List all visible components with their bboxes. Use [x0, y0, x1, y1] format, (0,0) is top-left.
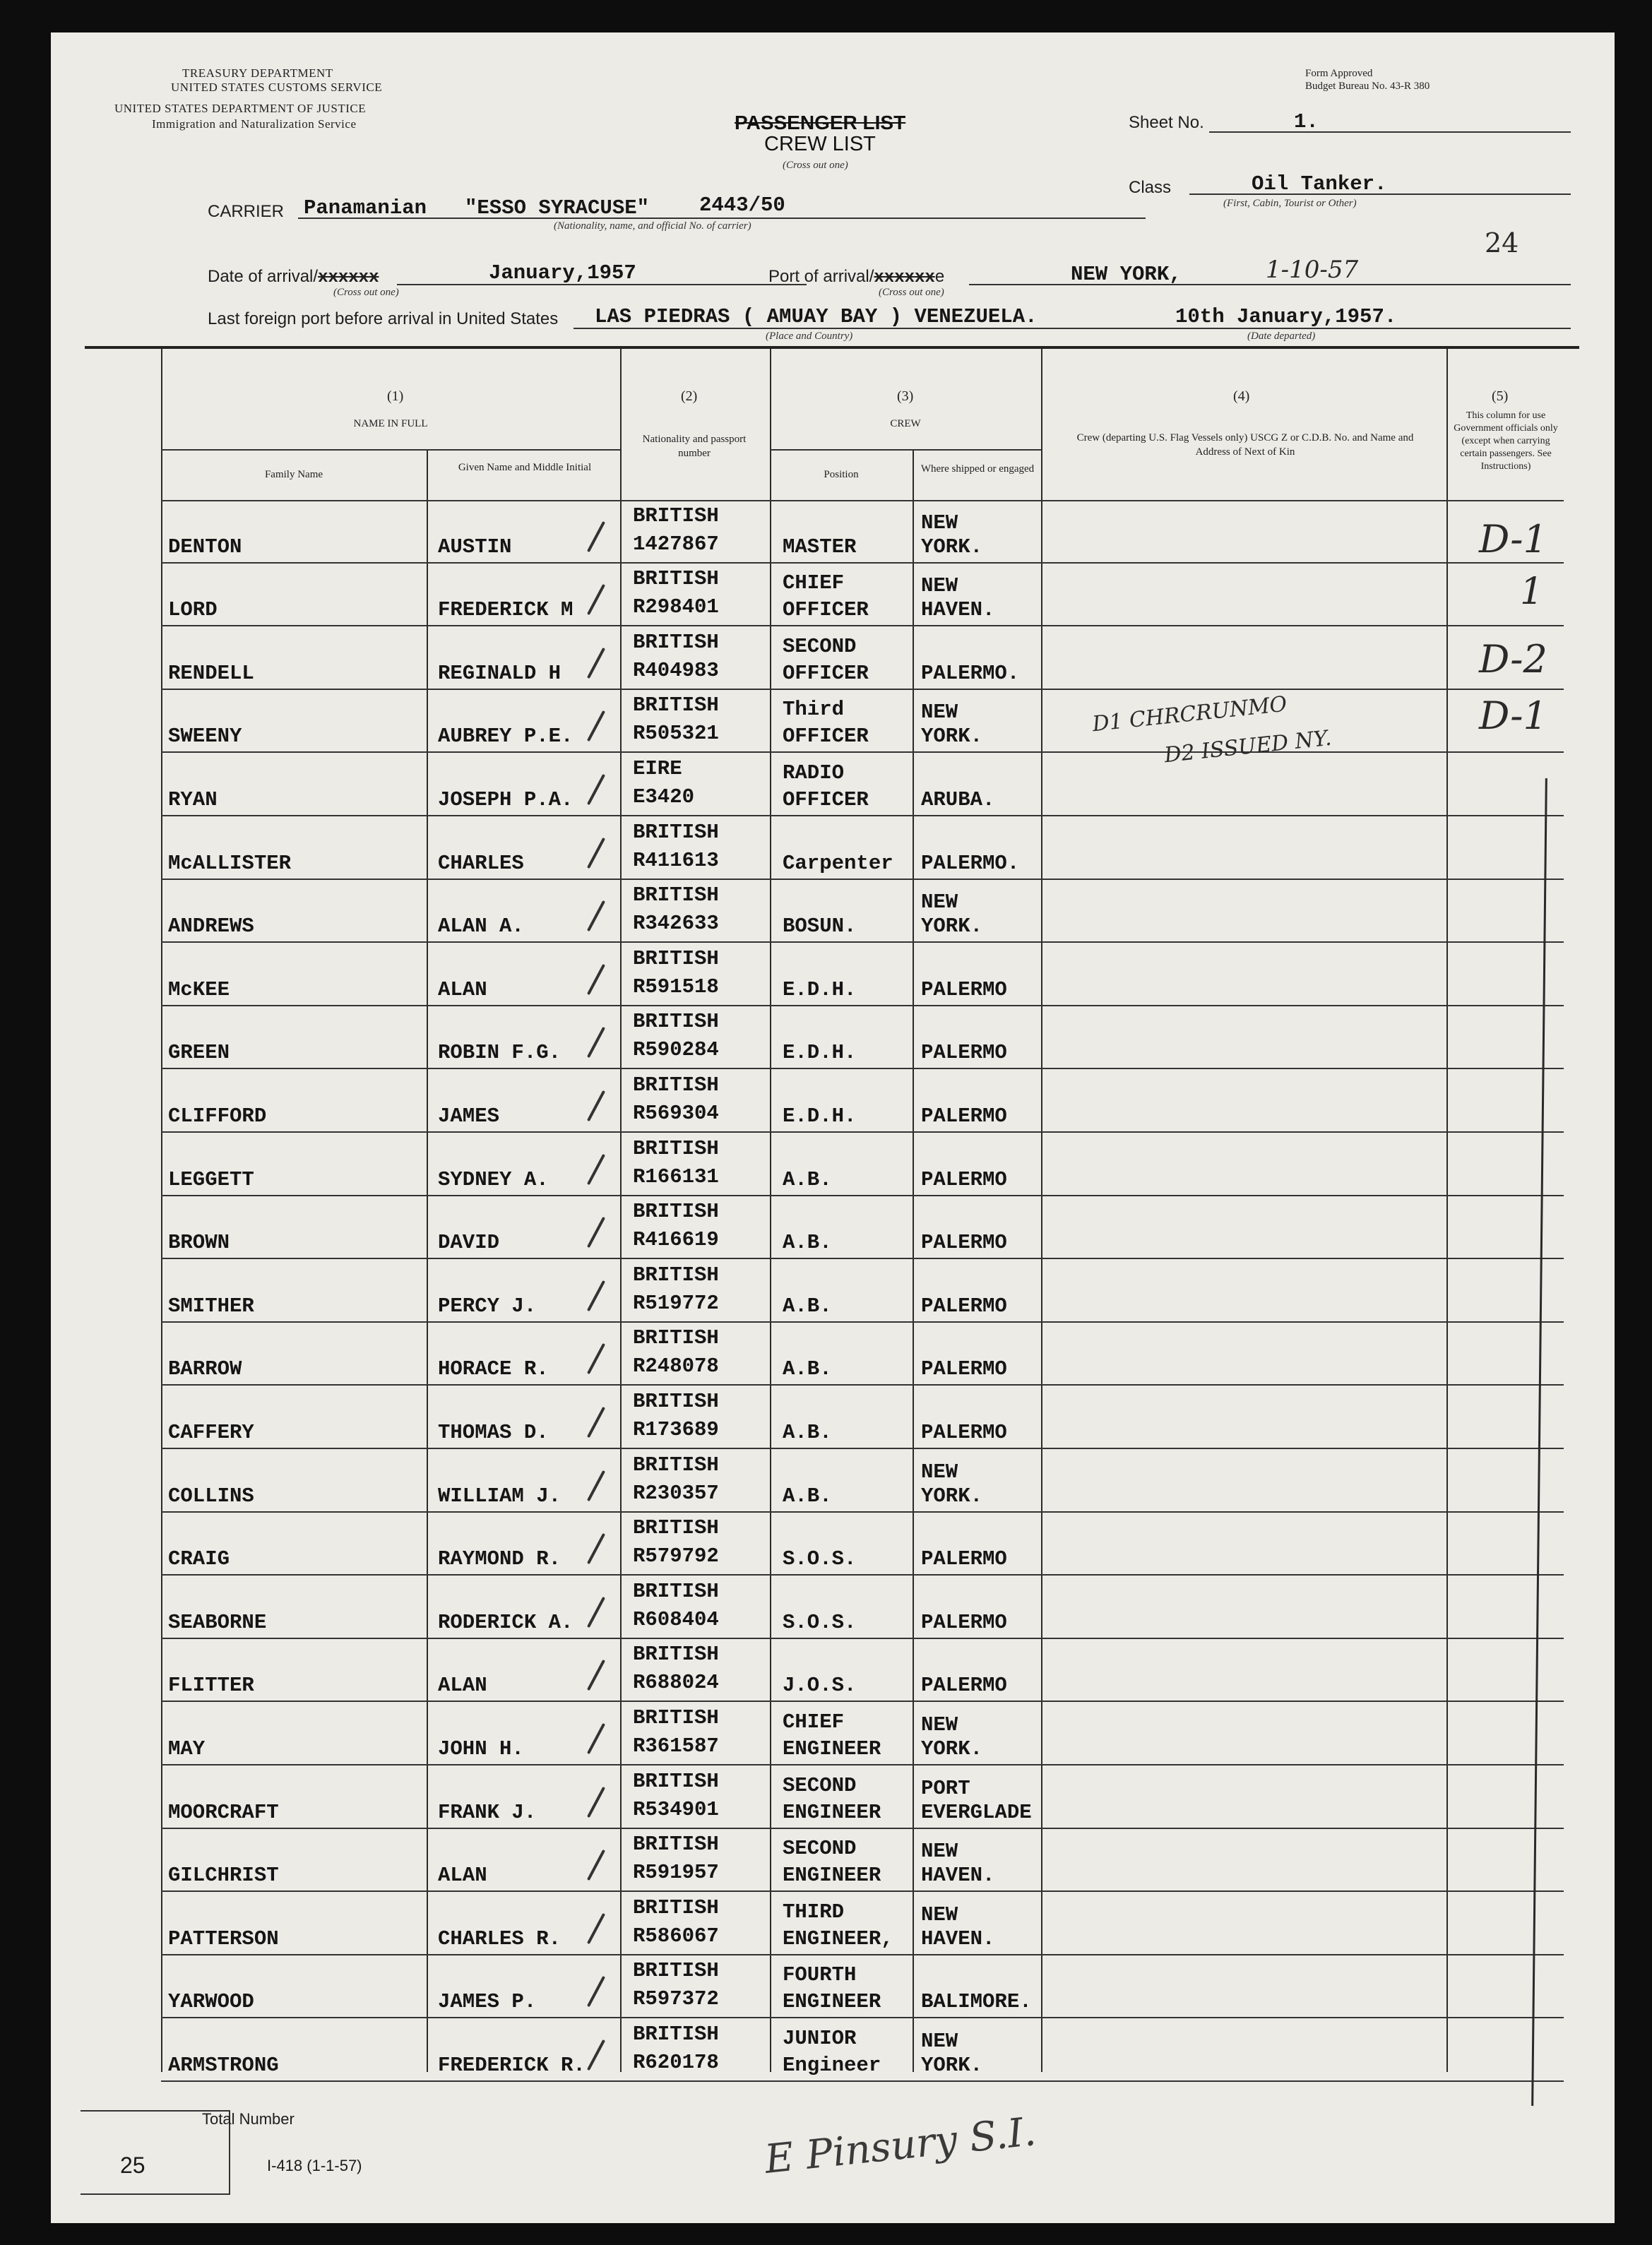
shipped-cell: PALERMO	[921, 1674, 1007, 1698]
passport-number-cell: E3420	[633, 785, 695, 809]
shipped-cell: ARUBA.	[921, 787, 995, 811]
given-name-cell: ALAN	[438, 1864, 487, 1888]
class-value: Oil Tanker.	[1252, 172, 1387, 196]
passport-number-cell: 1427867	[633, 532, 719, 556]
position-cell: E.D.H.	[783, 1041, 857, 1065]
col2-number: (2)	[681, 388, 698, 404]
given-name-cell: ALAN	[438, 977, 487, 1001]
shipped-cell-line1: NEW	[921, 2029, 958, 2053]
position-cell-line1: SECOND	[783, 634, 857, 658]
given-name-cell: ALAN A.	[438, 915, 524, 939]
checkmark-icon	[587, 1153, 605, 1184]
col3-number: (3)	[897, 388, 914, 404]
shipped-cell-line1: NEW	[921, 701, 958, 725]
family-name-cell: BARROW	[168, 1357, 242, 1381]
family-name-cell: MOORCRAFT	[168, 1800, 279, 1824]
position-cell-line1: FOURTH	[783, 1963, 857, 1987]
hdr-subline-name	[161, 449, 620, 451]
total-label: Total Number	[202, 2110, 295, 2128]
shipped-cell: YORK.	[921, 2053, 983, 2077]
family-name-cell: RENDELL	[168, 661, 254, 685]
position-cell: ENGINEER,	[783, 1927, 893, 1951]
shipped-cell: PALERMO	[921, 1547, 1007, 1571]
shipped-cell: PALERMO	[921, 1357, 1007, 1381]
position-cell: ENGINEER	[783, 1864, 881, 1888]
kin-note-line2: D2 ISSUED NY.	[1163, 725, 1333, 768]
nationality-cell: BRITISH	[633, 2022, 719, 2046]
passport-number-cell: R590284	[633, 1038, 719, 1062]
family-name-cell: FLITTER	[168, 1674, 254, 1698]
passport-number-cell: R505321	[633, 722, 719, 746]
checkmark-icon	[587, 1027, 605, 1058]
passport-number-cell: R248078	[633, 1354, 719, 1378]
table-row	[161, 943, 1564, 1006]
table-row	[161, 2018, 1564, 2082]
position-cell-line1: Third	[783, 698, 845, 722]
nationality-cell: BRITISH	[633, 1895, 719, 1919]
position-cell: OFFICER	[783, 725, 869, 749]
nationality-cell: BRITISH	[633, 1073, 719, 1097]
arrival-date-caption: (Cross out one)	[333, 287, 399, 298]
family-name-cell: GREEN	[168, 1041, 230, 1065]
family-name-cell: CRAIG	[168, 1547, 230, 1571]
nationality-cell: BRITISH	[633, 630, 719, 654]
position-cell: ENGINEER	[783, 1990, 881, 2014]
shipped-cell: HAVEN.	[921, 1864, 995, 1888]
date-departed-value: 10th January,1957.	[1175, 305, 1397, 328]
family-name-cell: GILCHRIST	[168, 1864, 279, 1888]
official-mark-row3: D-2	[1479, 637, 1547, 681]
shipped-cell: EVERGLADE	[921, 1800, 1032, 1824]
nationality-cell: BRITISH	[633, 946, 719, 970]
position-cell: OFFICER	[783, 787, 869, 811]
given-name-cell: REGINALD H	[438, 661, 561, 685]
class-label: Class	[1129, 178, 1172, 197]
position-header: Position	[824, 469, 859, 480]
class-caption: (First, Cabin, Tourist or Other)	[1223, 198, 1357, 209]
position-cell: OFFICER	[783, 661, 869, 685]
kin-note-line1: D1 CHRCRUNMO	[1091, 691, 1288, 737]
shipped-cell: PALERMO	[921, 1610, 1007, 1634]
given-name-cell: FREDERICK M	[438, 598, 574, 622]
passport-number-cell: R298401	[633, 595, 719, 619]
table-row	[161, 880, 1564, 943]
checkmark-icon	[587, 964, 605, 995]
arrival-date-struck: xxxxxx	[318, 268, 379, 287]
checkmark-icon	[587, 1280, 605, 1311]
col3-title: CREW	[890, 418, 921, 429]
passport-number-cell: R230357	[633, 1481, 719, 1505]
checkmark-icon	[587, 1090, 605, 1121]
passport-number-cell: R579792	[633, 1544, 719, 1568]
given-name-cell: AUSTIN	[438, 535, 512, 559]
family-name-cell: ARMSTRONG	[168, 2053, 279, 2077]
carrier-nationality: Panamanian	[304, 196, 427, 220]
sheet-value: 1.	[1294, 110, 1319, 133]
shipped-cell-line1: NEW	[921, 1902, 958, 1927]
shipped-cell: HAVEN.	[921, 598, 995, 622]
family-name-cell: LORD	[168, 598, 218, 622]
checkmark-icon	[587, 520, 605, 552]
shipped-cell: BALIMORE.	[921, 1990, 1032, 2014]
shipped-cell: PALERMO.	[921, 661, 1020, 685]
table-row	[161, 1829, 1564, 1893]
passport-number-cell: R569304	[633, 1101, 719, 1125]
col1-title: NAME IN FULL	[353, 418, 428, 429]
given-name-cell: RODERICK A.	[438, 1610, 574, 1634]
position-cell: A.B.	[783, 1420, 832, 1444]
form-code: I-418 (1-1-57)	[267, 2157, 362, 2174]
position-cell: OFFICER	[783, 598, 869, 622]
agency-line-1: TREASURY DEPARTMENT	[182, 66, 333, 80]
checkmark-icon	[587, 1723, 605, 1754]
arrival-handwritten-date: 1-10-57	[1266, 256, 1359, 284]
table-row	[161, 1955, 1564, 2019]
position-cell: S.O.S.	[783, 1547, 857, 1571]
nationality-cell: BRITISH	[633, 1959, 719, 1983]
checkmark-icon	[587, 1786, 605, 1817]
table-row	[161, 500, 1564, 564]
official-mark-row4: D-1	[1479, 693, 1547, 738]
arrival-date-value: January,1957	[489, 261, 636, 285]
arrival-port-caption: (Cross out one)	[879, 287, 944, 298]
last-port-label: Last foreign port before arrival in United States	[208, 309, 559, 328]
position-cell: A.B.	[783, 1484, 832, 1508]
family-name-cell: CAFFERY	[168, 1420, 254, 1444]
shipped-cell: YORK.	[921, 1484, 983, 1508]
table-row	[161, 816, 1564, 880]
nationality-cell: BRITISH	[633, 1200, 719, 1224]
checkmark-icon	[587, 1407, 605, 1438]
nationality-cell: BRITISH	[633, 1579, 719, 1603]
margin-number: 24	[1485, 227, 1519, 258]
passport-number-cell: R411613	[633, 848, 719, 872]
checkmark-icon	[587, 900, 605, 931]
given-name-cell: AUBREY P.E.	[438, 725, 574, 749]
passport-number-cell: R534901	[633, 1797, 719, 1821]
agency-line-2: UNITED STATES CUSTOMS SERVICE	[171, 81, 383, 94]
checkmark-icon	[587, 1217, 605, 1248]
position-cell-line1: SECOND	[783, 1773, 857, 1797]
table-row	[161, 1449, 1564, 1513]
position-cell-line1: JUNIOR	[783, 2026, 857, 2050]
shipped-cell: PALERMO	[921, 1104, 1007, 1128]
given-name-cell: JOHN H.	[438, 1737, 524, 1761]
carrier-caption: (Nationality, name, and official No. of carrier)	[554, 220, 751, 232]
passport-number-cell: R620178	[633, 2050, 719, 2074]
total-value: 25	[120, 2152, 145, 2178]
last-port-value: LAS PIEDRAS ( AMUAY BAY ) VENEZUELA.	[595, 305, 1038, 328]
table-row	[161, 1259, 1564, 1323]
nationality-cell: BRITISH	[633, 567, 719, 591]
position-cell: E.D.H.	[783, 977, 857, 1001]
position-cell-line1: RADIO	[783, 761, 845, 785]
col4-title: Crew (departing U.S. Flag Vessels only) USCG Z or C.D.B. No. and Name and Address of Next of Kin	[1076, 432, 1414, 458]
checkmark-icon	[587, 1343, 605, 1374]
passport-number-cell: R591957	[633, 1861, 719, 1885]
given-name-cell: JAMES	[438, 1104, 500, 1128]
position-cell: MASTER	[783, 535, 857, 559]
shipped-cell: HAVEN.	[921, 1927, 995, 1951]
given-name-cell: ALAN	[438, 1674, 487, 1698]
position-cell: A.B.	[783, 1167, 832, 1191]
family-name-cell: LEGGETT	[168, 1167, 254, 1191]
table-row	[161, 1513, 1564, 1576]
passport-number-cell: R608404	[633, 1607, 719, 1631]
carrier-label: CARRIER	[208, 202, 285, 221]
given-name-cell: DAVID	[438, 1231, 500, 1255]
family-name-cell: SMITHER	[168, 1294, 254, 1318]
passport-number-cell: R597372	[633, 1987, 719, 2011]
table-row	[161, 564, 1564, 627]
position-cell: BOSUN.	[783, 915, 857, 939]
nationality-cell: BRITISH	[633, 883, 719, 907]
table-row	[161, 1576, 1564, 1639]
given-name-header: Given Name and Middle Initial	[458, 462, 592, 473]
official-mark-row2: 1	[1520, 571, 1544, 613]
passport-number-cell: R416619	[633, 1228, 719, 1252]
table-row	[161, 1386, 1564, 1449]
family-name-cell: RYAN	[168, 787, 218, 811]
checkmark-icon	[587, 1470, 605, 1501]
family-name-cell: ANDREWS	[168, 915, 254, 939]
nationality-cell: BRITISH	[633, 1833, 719, 1857]
family-name-cell: McALLISTER	[168, 851, 292, 875]
row-divider	[161, 2080, 1564, 2082]
col4-number: (4)	[1233, 388, 1250, 404]
shipped-cell: YORK.	[921, 535, 983, 559]
nationality-cell: BRITISH	[633, 1010, 719, 1034]
shipped-cell: PALERMO	[921, 977, 1007, 1001]
checkmark-icon	[587, 774, 605, 805]
shipped-cell: PALERMO	[921, 1231, 1007, 1255]
family-name-cell: BROWN	[168, 1231, 230, 1255]
table-row	[161, 690, 1564, 754]
given-name-cell: WILLIAM J.	[438, 1484, 561, 1508]
position-cell: A.B.	[783, 1357, 832, 1381]
nationality-cell: BRITISH	[633, 1136, 719, 1160]
title-cross-out-note: (Cross out one)	[783, 160, 848, 171]
checkmark-icon	[587, 1913, 605, 1944]
table-row	[161, 1133, 1564, 1196]
position-cell: A.B.	[783, 1231, 832, 1255]
nationality-cell: BRITISH	[633, 693, 719, 717]
passport-number-cell: R404983	[633, 658, 719, 682]
shipped-cell: PALERMO	[921, 1041, 1007, 1065]
agency-line-3: UNITED STATES DEPARTMENT OF JUSTICE	[114, 102, 367, 115]
hdr-subline-crew	[770, 449, 1041, 451]
table-row	[161, 1892, 1564, 1955]
shipped-cell-line1: NEW	[921, 1713, 958, 1737]
passport-number-cell: R166131	[633, 1165, 719, 1189]
given-name-cell: CHARLES R.	[438, 1927, 561, 1951]
position-cell-line1: CHIEF	[783, 571, 845, 595]
shipped-cell-line1: NEW	[921, 1460, 958, 1484]
position-cell: Engineer	[783, 2053, 881, 2077]
table-row	[161, 1765, 1564, 1829]
shipped-cell-line1: NEW	[921, 574, 958, 598]
family-name-cell: COLLINS	[168, 1484, 254, 1508]
budget-bureau: Budget Bureau No. 43-R 380	[1305, 81, 1430, 92]
checkmark-icon	[587, 2039, 605, 2071]
shipped-cell-line1: NEW	[921, 891, 958, 915]
table-row	[161, 1639, 1564, 1703]
nationality-cell: BRITISH	[633, 820, 719, 844]
position-cell: ENGINEER	[783, 1737, 881, 1761]
official-mark-row1: D-1	[1479, 517, 1547, 561]
nationality-cell: BRITISH	[633, 1453, 719, 1477]
arrival-port-underline	[969, 284, 1571, 285]
agency-line-4: Immigration and Naturalization Service	[152, 117, 357, 131]
given-name-cell: PERCY J.	[438, 1294, 537, 1318]
given-name-cell: THOMAS D.	[438, 1420, 549, 1444]
arrival-date-label: Date of arrival/xxxxxx	[208, 267, 379, 287]
passport-number-cell: R342633	[633, 912, 719, 936]
carrier-official-no: 2443/50	[699, 193, 785, 217]
passport-number-cell: R173689	[633, 1417, 719, 1441]
position-cell-line1: CHIEF	[783, 1710, 845, 1734]
nationality-cell: BRITISH	[633, 1643, 719, 1667]
col2-title: Nationality and passport number	[642, 434, 747, 459]
table-row	[161, 626, 1564, 690]
given-name-cell: RAYMOND R.	[438, 1547, 561, 1571]
arrival-port-struck: xxxxxx	[874, 268, 935, 287]
family-name-cell: YARWOOD	[168, 1990, 254, 2014]
family-name-cell: SWEENY	[168, 725, 242, 749]
family-name-cell: SEABORNE	[168, 1610, 267, 1634]
nationality-cell: BRITISH	[633, 1705, 719, 1729]
table-row	[161, 1196, 1564, 1260]
shipped-cell-line1: PORT	[921, 1776, 970, 1800]
checkmark-icon	[587, 584, 605, 615]
position-cell: A.B.	[783, 1294, 832, 1318]
checkmark-icon	[587, 1976, 605, 2007]
shipped-cell: PALERMO	[921, 1420, 1007, 1444]
sheet-underline	[1209, 131, 1571, 133]
arrival-port-label: Port of arrival/xxxxxxe	[768, 267, 945, 287]
position-cell: J.O.S.	[783, 1674, 857, 1698]
given-name-cell: JAMES P.	[438, 1990, 537, 2014]
shipped-cell: YORK.	[921, 725, 983, 749]
checkmark-icon	[587, 648, 605, 679]
date-departed-caption: (Date departed)	[1247, 331, 1316, 342]
shipped-cell: PALERMO	[921, 1167, 1007, 1191]
passport-number-cell: R688024	[633, 1671, 719, 1695]
shipped-cell-line1: NEW	[921, 511, 958, 535]
checkmark-icon	[587, 1597, 605, 1628]
col1-number: (1)	[387, 388, 404, 404]
shipped-cell: PALERMO.	[921, 851, 1020, 875]
family-name-cell: PATTERSON	[168, 1927, 279, 1951]
given-name-cell: HORACE R.	[438, 1357, 549, 1381]
shipped-cell: YORK.	[921, 1737, 983, 1761]
given-name-cell: SYDNEY A.	[438, 1167, 549, 1191]
signature: E Pinsury S.I.	[762, 2109, 1038, 2183]
col5-number: (5)	[1492, 388, 1509, 404]
shipped-cell: PALERMO	[921, 1294, 1007, 1318]
shipped-header: Where shipped or engaged	[920, 463, 1035, 475]
crew-list-title: CREW LIST	[764, 133, 876, 155]
table-row	[161, 1323, 1564, 1386]
family-name-cell: CLIFFORD	[168, 1104, 267, 1128]
carrier-name: "ESSO SYRACUSE"	[465, 196, 650, 220]
position-cell-line1: THIRD	[783, 1900, 845, 1924]
crew-table	[161, 349, 1564, 2077]
position-cell: ENGINEER	[783, 1800, 881, 1824]
passport-number-cell: R586067	[633, 1924, 719, 1948]
passenger-list-struck: PASSENGER LIST	[735, 112, 906, 133]
nationality-cell: BRITISH	[633, 504, 719, 528]
checkmark-icon	[587, 1533, 605, 1564]
document-page	[51, 32, 1615, 2223]
form-approved: Form Approved	[1305, 68, 1373, 79]
checkmark-icon	[587, 837, 605, 868]
col5-title: This column for use Government officials only (except when carrying certain passengers. See Instructions)	[1454, 410, 1558, 472]
nationality-cell: BRITISH	[633, 1516, 719, 1540]
passport-number-cell: R591518	[633, 975, 719, 999]
nationality-cell: BRITISH	[633, 1389, 719, 1413]
position-cell: Carpenter	[783, 851, 893, 875]
nationality-cell: EIRE	[633, 756, 682, 780]
checkmark-icon	[587, 710, 605, 742]
family-name-cell: McKEE	[168, 977, 230, 1001]
shipped-cell-line1: NEW	[921, 1840, 958, 1864]
table-row	[161, 753, 1564, 816]
last-port-caption: (Place and Country)	[766, 331, 853, 342]
position-cell-line1: SECOND	[783, 1837, 857, 1861]
checkmark-icon	[587, 1660, 605, 1691]
family-name-cell: MAY	[168, 1737, 206, 1761]
nationality-cell: BRITISH	[633, 1326, 719, 1350]
shipped-cell: YORK.	[921, 915, 983, 939]
given-name-cell: FREDERICK R.	[438, 2053, 586, 2077]
sheet-label: Sheet No.	[1129, 113, 1204, 132]
family-name-cell: DENTON	[168, 535, 242, 559]
family-name-header: Family Name	[264, 469, 323, 480]
given-name-cell: ROBIN F.G.	[438, 1041, 561, 1065]
nationality-cell: BRITISH	[633, 1769, 719, 1793]
table-row	[161, 1702, 1564, 1765]
passport-number-cell: R519772	[633, 1291, 719, 1315]
nationality-cell: BRITISH	[633, 1263, 719, 1287]
given-name-cell: FRANK J.	[438, 1800, 537, 1824]
passport-number-cell: R361587	[633, 1734, 719, 1758]
checkmark-icon	[587, 1850, 605, 1881]
position-cell: S.O.S.	[783, 1610, 857, 1634]
given-name-cell: CHARLES	[438, 851, 524, 875]
position-cell: E.D.H.	[783, 1104, 857, 1128]
table-row	[161, 1069, 1564, 1133]
given-name-cell: JOSEPH P.A.	[438, 787, 574, 811]
table-row	[161, 1006, 1564, 1070]
arrival-port-value: NEW YORK,	[1071, 263, 1182, 286]
